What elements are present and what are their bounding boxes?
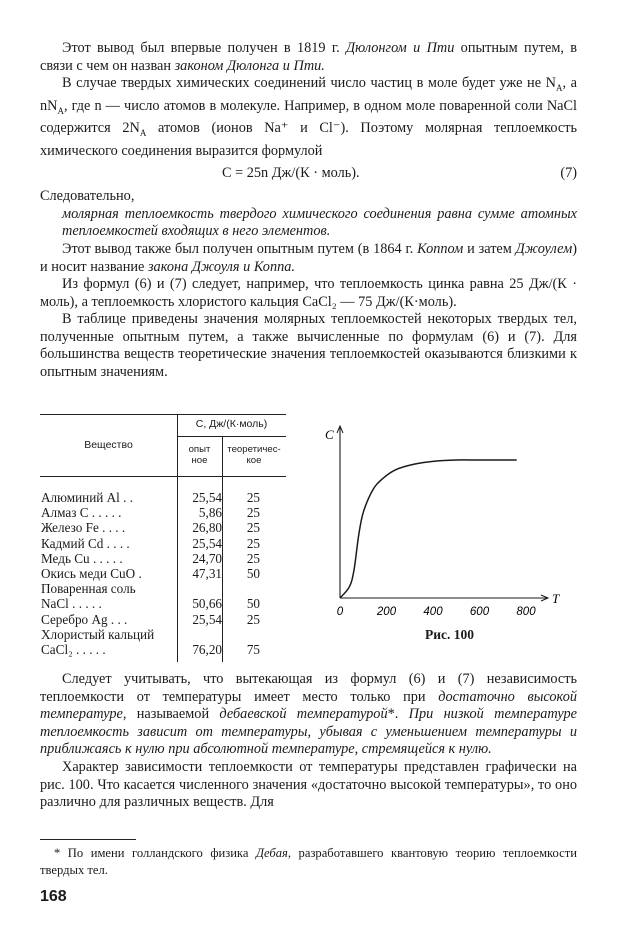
figure-caption: Рис. 100 [425,627,475,642]
row-experimental-value: 76,20 [192,642,222,657]
row-theoretical-value: 25 [246,505,260,521]
table-row [40,581,286,596]
col-substance: Вещество [84,439,133,451]
row-experimental-value: 25,54 [192,490,222,505]
paragraph-therefore: Следовательно, [40,188,135,205]
table-top-rule [40,414,286,415]
y-axis-label: C [325,427,334,442]
row-theoretical-value: 25 [246,535,260,551]
table-row [40,612,286,627]
row-substance: Поваренная соль [41,581,136,597]
row-substance: Хлористый кальций [41,626,155,642]
paragraph-rule: молярная теплоемкость твердого химического соединения равна сумме атомных теплоемкостей входящих в него элементов. [62,205,577,240]
page-number: 168 [40,888,67,905]
row-experimental-value: 24,70 [192,550,222,566]
row-substance: CaCl₂ . . . . . [41,642,106,657]
table-row [40,566,286,581]
paragraph-graph-description: Характер зависимости теплоемкости от температуры представлен графически на рис. 100. Что касается численного значения «достаточно высокой температуры», то оно различно для различных веществ. Для [40,758,577,811]
row-experimental-value: 47,31 [192,566,222,581]
row-experimental-value: 25,54 [192,611,222,627]
paragraph-table-intro: В таблице приведены значения молярных теплоемкостей некоторых твердых тел, полученные опытным путем, а также вычисленные по формулам (6) и (7). Для большинства веществ теоретические значения теплоемкостей оказываются близкими к опытным значениям. [40,311,577,381]
row-experimental-value: 50,66 [192,596,222,612]
heat-capacity-curve [340,460,517,598]
formula-7 [40,160,577,188]
bottom-text-block [40,671,577,812]
x-tick-label: 800 [516,606,536,618]
table-row [40,627,286,642]
row-substance: NaCl . . . . . [41,596,102,612]
row-theoretical-value: 25 [246,490,260,505]
table-row [40,536,286,551]
col-group-heat-capacity: C, Дж/(К·моль) [195,418,268,430]
formula-number: (7) [560,165,577,182]
paragraph-debye: Следует учитывать, что вытекающая из формул (6) и (7) независимость теплоемкости от температуры имеет место только при достаточно высокой температуре, называемой дебаевской температурой*. При низкой температуре теплоемкость зависит от температуры, убывая с уменьшением температуры и приближаясь к нулю при абсолютной температуре, стремящейся к нулю. [40,671,577,758]
row-experimental-value: 5,86 [198,505,222,521]
row-theoretical-value: 25 [246,611,260,627]
table-group-rule [177,436,286,437]
top-text-block [40,40,577,382]
table-row [40,551,286,566]
formula-text: C = 25n Дж/(К · моль). [222,165,360,182]
row-substance: Железо Fe . . . . [41,520,126,536]
row-experimental-value: 26,80 [192,520,222,536]
row-experimental-value: 25,54 [192,535,222,551]
footnote-rule [40,839,136,840]
table-header-rule [40,476,286,477]
table-row [40,520,286,535]
row-substance: Окись меди CuO . [41,566,142,581]
row-theoretical-value: 25 [246,520,260,536]
x-tick-label: 0 [336,606,344,618]
paragraph-compounds: В случае твердых химических соединений число частиц в моле будет уже не $N_A$, а $nN_A$, где n — число атомов в молекуле. Например, в одном моле поваренной соли NaCl содержится $2N_A$ атомов (ионов Na⁺ и Cl⁻). Поэтому молярная теплоемкость химического соединения выразится формулой [40,75,578,159]
row-theoretical-value: 50 [246,596,260,612]
row-substance: Медь Cu . . . . . [41,550,123,566]
paragraph-dulong-petit: Этот вывод был впервые получен в 1819 г. Дюлонгом и Пти опытным путем, в связи с чем он назван законом Дюлонга и Пти. [40,40,578,74]
figure-100 [318,418,568,648]
x-tick-label: 200 [376,606,397,618]
row-substance: Кадмий Cd . . . . [41,535,130,551]
footnote: * По имени голландского физика Дебая, разработавшего квантовую теорию теплоемкости твердых тел. [40,846,577,877]
paragraph-joule-kopp: Этот вывод также был получен опытным путем (в 1864 г. Коппом и затем Джоулем) и носит название закона Джоуля и Коппа. [40,240,577,275]
x-axis-label: T [552,591,560,606]
table-row [40,596,286,611]
row-theoretical-value: 50 [246,566,260,581]
row-substance: Алюминий Al . . [41,490,134,505]
paragraph-zinc-example: Из формул (6) и (7) следует, например, что теплоемкость цинка равна 25 Дж/(К · моль), а теплоемкость хлористого кальция CaCl₂ — 75 Дж/(К·моль). [40,276,577,310]
row-theoretical-value: 25 [246,550,260,566]
row-theoretical-value: 75 [246,642,260,657]
row-substance: Серебро Ag . . . [41,611,128,627]
table-row [40,642,286,657]
x-tick-label: 400 [423,606,443,618]
x-tick-label: 600 [469,606,490,618]
table-row [40,490,286,505]
table-row [40,505,286,520]
col-experimental: опыт ное [188,444,211,466]
col-theoretical: теоретичес- кое [227,444,281,466]
chart-svg [318,418,568,648]
row-substance: Алмаз C . . . . . [41,505,122,521]
